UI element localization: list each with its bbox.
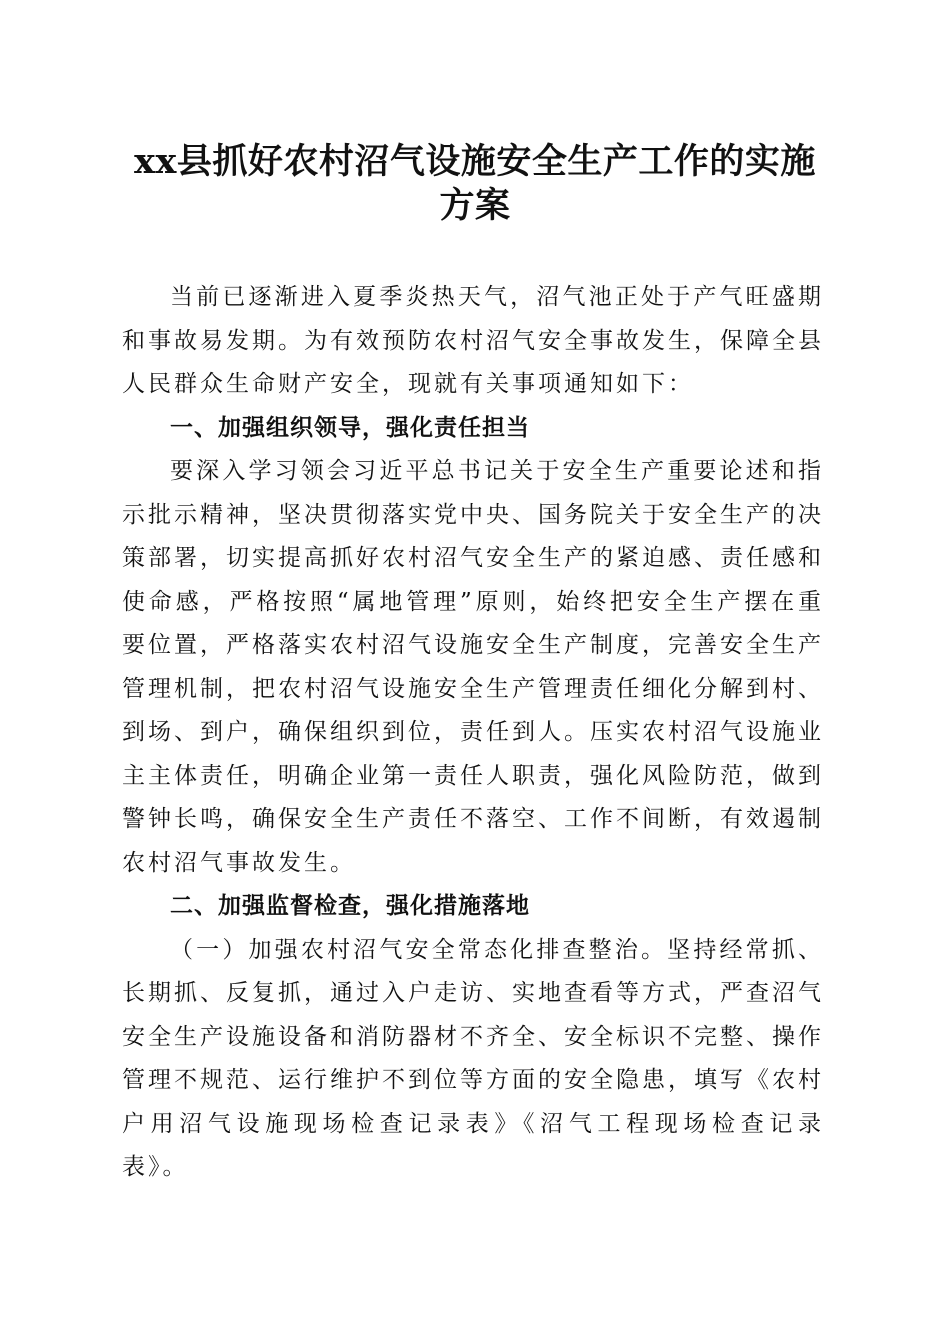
intro-paragraph: 当前已逐渐进入夏季炎热天气，沼气池正处于产气旺盛期和事故易发期。为有效预防农村沼气安全事故发生，保障全县人民群众生命财产安全，现就有关事项通知如下：	[122, 284, 824, 397]
document-body	[122, 276, 824, 1190]
section-2-heading: 二、加强监督检查，强化措施落地	[170, 893, 530, 919]
section-1-heading: 一、加强组织领导，强化责任担当	[170, 414, 530, 441]
section-2-item-1-paragraph: （一）加强农村沼气安全常态化排查整治。坚持经常抓、长期抓、反复抓，通过入户走访、实地查看等方式，严查沼气安全生产设施设备和消防器材不齐全、安全标识不完整、操作管理不规范、运行维护不到位等方面的安全隐患，填写《农村户用沼气设施现场检查记录表》《沼气工程现场检查记录表》。	[122, 936, 824, 1180]
document-title-line-1: xx县抓好农村沼气设施安全生产工作的实施	[134, 141, 816, 182]
section-1-paragraph: 要深入学习领会习近平总书记关于安全生产重要论述和指示批示精神，坚决贯彻落实党中央、国务院关于安全生产的决策部署，切实提高抓好农村沼气安全生产的紧迫感、责任感和使命感，严格按照“属地管理”原则，始终把安全生产摆在重要位置，严格落实农村沼气设施安全生产制度，完善安全生产管理机制，把农村沼气设施安全生产管理责任细化分解到村、到场、到户，确保组织到位，责任到人。压实农村沼气设施业主主体责任，明确企业第一责任人职责，强化风险防范，做到警钟长鸣，确保安全生产责任不落空、工作不间断，有效遏制农村沼气事故发生。	[122, 458, 824, 876]
document-title-line-2: 方案	[439, 185, 511, 226]
